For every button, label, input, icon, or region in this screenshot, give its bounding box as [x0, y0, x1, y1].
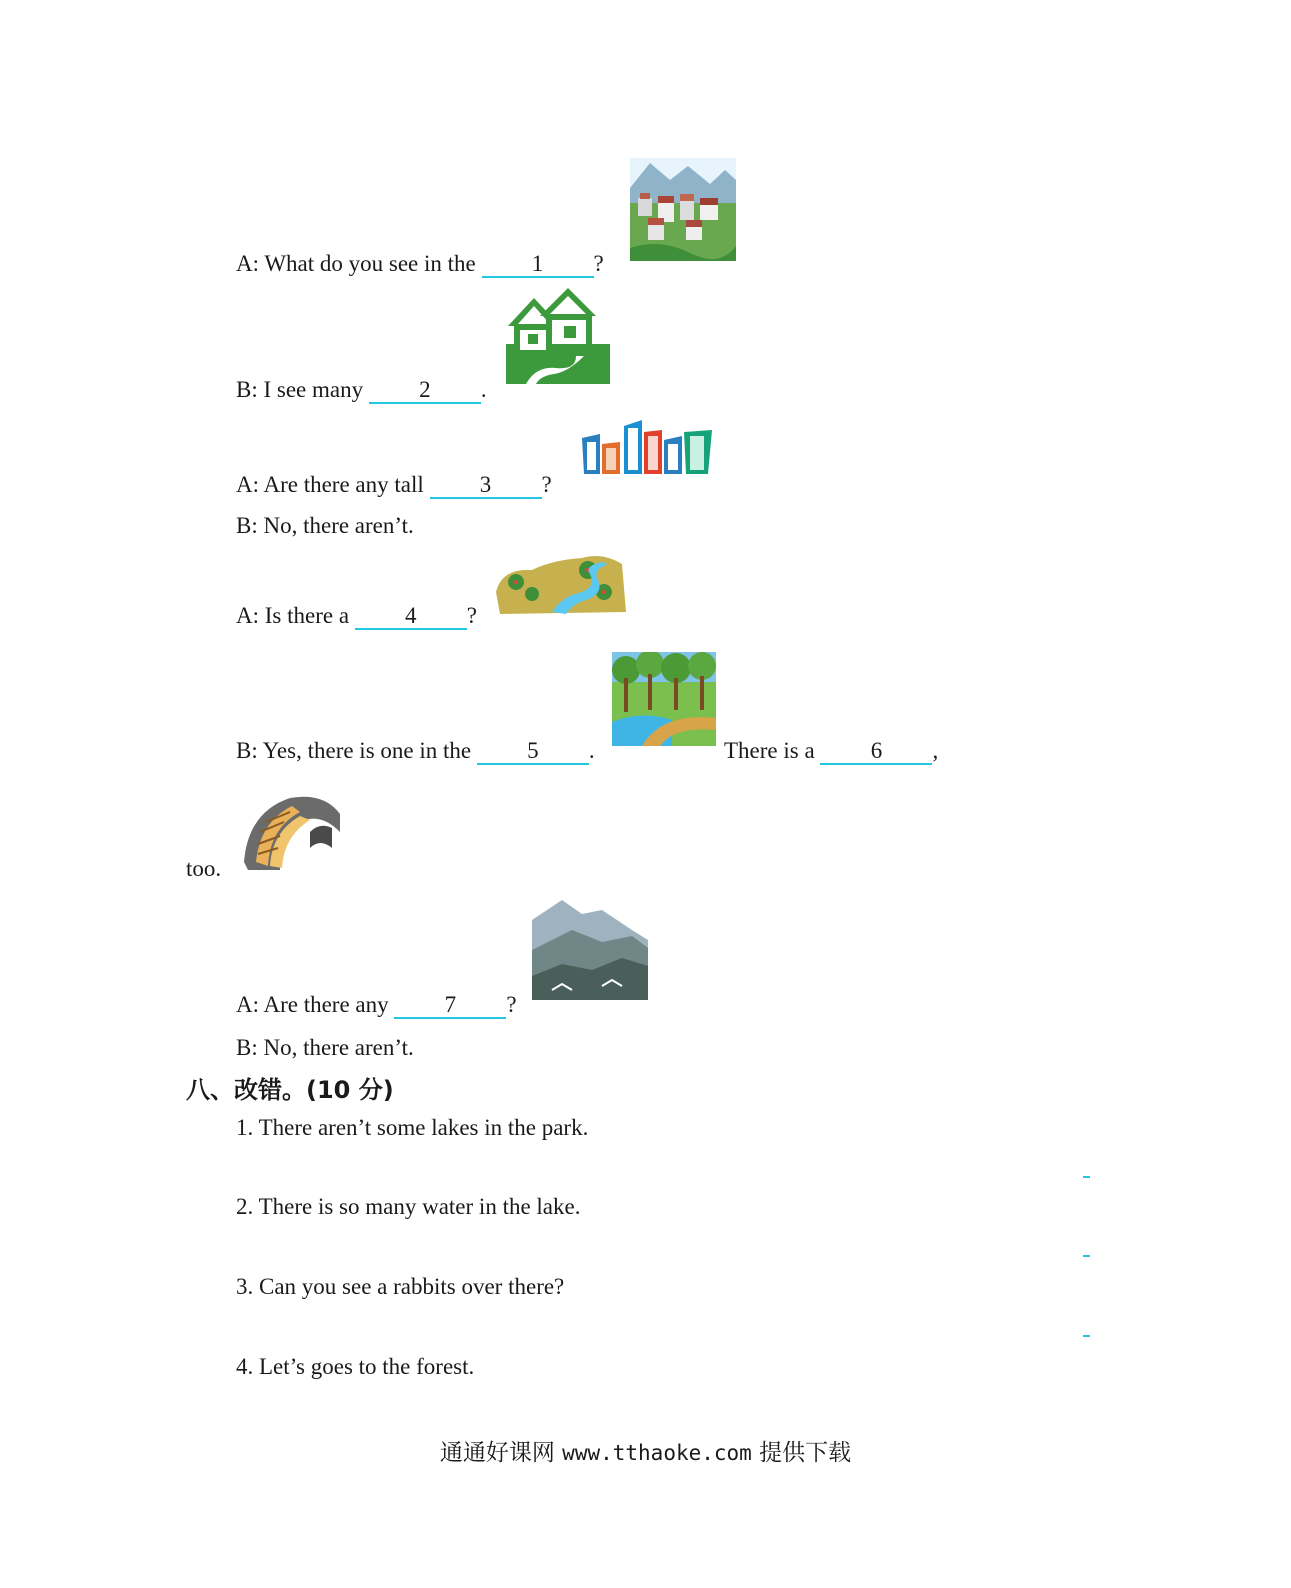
- punctuation: ?: [541, 472, 552, 497]
- footer-site-name: 通通好课网: [439, 1440, 555, 1466]
- answer-blank-2[interactable]: 2: [369, 378, 481, 404]
- river-picture: [492, 552, 628, 616]
- park-picture: [612, 652, 716, 746]
- answer-blank-3[interactable]: 3: [430, 473, 542, 499]
- punctuation: ,: [932, 738, 939, 763]
- mountains-picture: [532, 900, 648, 1000]
- houses-picture: [506, 284, 610, 384]
- punctuation: .: [588, 738, 595, 763]
- punctuation: ?: [593, 251, 604, 276]
- punctuation: ?: [506, 992, 517, 1017]
- line-text: A: Are there any tall: [236, 472, 424, 497]
- dialogue-line-9: B: No, there aren’t.: [236, 1035, 414, 1060]
- answer-blank-7[interactable]: 7: [394, 993, 506, 1019]
- dialogue-line-5: [236, 602, 477, 630]
- answer-blank-4[interactable]: 4: [355, 604, 467, 630]
- section-heading: 八、改错。(10 分): [186, 1076, 394, 1104]
- dialogue-line-6: [236, 737, 595, 765]
- line-text: A: What do you see in the: [236, 251, 476, 276]
- bridge-picture: [240, 792, 344, 872]
- footer-tail: 提供下载: [759, 1440, 852, 1466]
- village-picture: [630, 158, 736, 261]
- dialogue-line-2: [236, 376, 487, 404]
- correction-item-2: 2. There is so many water in the lake.: [236, 1194, 581, 1219]
- dialogue-line-4: B: No, there aren’t.: [236, 513, 414, 538]
- line-text: B: Yes, there is one in the: [236, 738, 472, 763]
- correction-item-1: 1. There aren’t some lakes in the park.: [236, 1115, 589, 1140]
- correction-item-3: 3. Can you see a rabbits over there?: [236, 1274, 565, 1299]
- answer-line-mark: [1083, 1255, 1090, 1257]
- line-text: A: Are there any: [236, 992, 389, 1017]
- tall-buildings-picture: [580, 418, 716, 478]
- footer-url[interactable]: www.tthaoke.com: [562, 1441, 752, 1465]
- correction-item-4: 4. Let’s goes to the forest.: [236, 1354, 475, 1379]
- line-text: B: I see many: [236, 377, 364, 402]
- footer: [0, 1434, 1291, 1467]
- answer-line-mark: [1083, 1176, 1090, 1178]
- dialogue-line-1: [236, 250, 604, 278]
- punctuation: .: [480, 377, 487, 402]
- answer-blank-5[interactable]: 5: [477, 739, 589, 765]
- answer-blank-1[interactable]: 1: [482, 252, 594, 278]
- answer-line-mark: [1083, 1335, 1090, 1337]
- dialogue-line-7: too.: [186, 856, 222, 881]
- dialogue-line-8: [236, 991, 517, 1019]
- dialogue-line-3: [236, 471, 552, 499]
- dialogue-line-6-continued: [724, 737, 938, 765]
- punctuation: ?: [466, 603, 478, 628]
- answer-blank-6[interactable]: 6: [820, 739, 932, 765]
- line-text: There is a: [724, 738, 815, 763]
- line-text: A: Is there a: [236, 603, 350, 628]
